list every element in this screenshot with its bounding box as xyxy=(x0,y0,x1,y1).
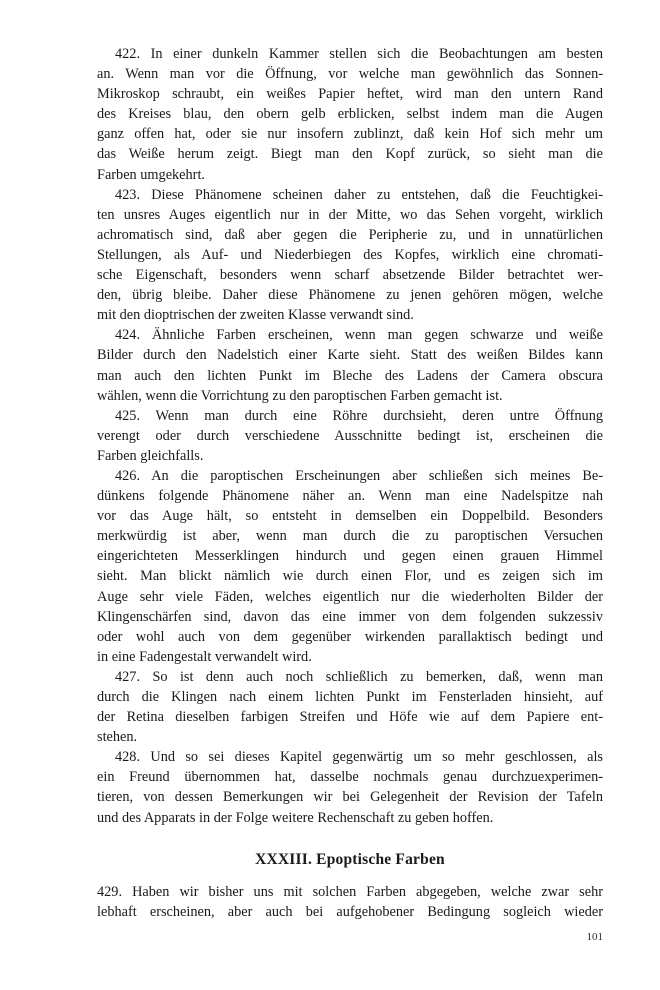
text-line: Bilder durch den Nadelstich einer Karte sieht. Statt des weißen Bildes kann xyxy=(97,347,603,364)
text-line: sieht. Man blickt nämlich wie durch einen Flor, und es zeigen sich im xyxy=(97,568,603,585)
text-line: eingerichteten Messerklingen hindurch und gegen einen grauen Himmel xyxy=(97,548,603,565)
text-line: achromatisch sind, daß aber gegen die Peripherie zu, und in unnatürlichen xyxy=(97,226,603,243)
text-line: ganz offen hat, oder sie nur insofern zublinzt, daß kein Hof sich mehr um xyxy=(97,126,603,143)
text-line: 424. Ähnliche Farben erscheinen, wenn man gegen schwarze und weiße xyxy=(115,327,603,344)
text-line: tieren, von dessen Bemerkungen wir bei Gelegenheit der Revision der Tafeln xyxy=(97,789,603,806)
text-line: des Kreises blau, den obern gelb erblicken, selbst indem man die Augen xyxy=(97,106,603,123)
section-heading: XXXIII. Epoptische Farben xyxy=(255,850,445,868)
text-line: 426. An die paroptischen Erscheinungen aber schließen sich meines Be- xyxy=(115,467,603,484)
text-line: man auch den lichten Punkt im Bleche des Ladens der Camera obscura xyxy=(97,367,603,384)
text-line: oder wohl auch von dem gegenüber wirkenden parallaktisch bedingt und xyxy=(97,628,603,645)
text-line: durch die Klingen nach einem lichten Punkt im Fensterladen hinsieht, auf xyxy=(97,689,603,705)
text-line: lebhaft erscheinen, aber auch bei aufgehobener Bedingung sogleich wieder xyxy=(97,903,603,920)
text-line: Farben umgekehrt. xyxy=(97,166,205,183)
text-line: Farben gleichfalls. xyxy=(97,447,204,464)
text-line: 425. Wenn man durch eine Röhre durchsieht, deren untre Öffnung xyxy=(115,407,603,424)
paragraph-428 xyxy=(97,747,603,827)
text-line: 422. In einer dunkeln Kammer stellen sich die Beobachtungen am besten xyxy=(115,46,603,62)
text-line: das Weiße herum zeigt. Biegt man den Kopf zurück, so sieht man die xyxy=(97,146,603,163)
text-line: dünkens folgende Phänomene näher an. Wenn man eine Nadelspitze nah xyxy=(97,488,603,505)
text-line: 428. Und so sei dieses Kapitel gegenwärtig um so mehr geschlossen, als xyxy=(115,749,603,766)
text-line: Klingenschärfen sind, davon das eine immer von dem folgenden sukzessiv xyxy=(97,608,603,625)
text-line: wählen, wenn die Vorrichtung zu den paroptischen Farben gemacht ist. xyxy=(97,387,503,404)
paragraph-426 xyxy=(97,466,603,667)
text-line: Auge sehr viele Fäden, welches eigentlich nur die wiederholten Bilder der xyxy=(97,588,603,605)
text-line: vor das Auge hält, so entsteht in demselben ein Doppelbild. Besonders xyxy=(97,508,603,525)
text-line: ein Freund übernommen hat, dasselbe nochmals genau durchzuexperimen- xyxy=(97,769,603,786)
paroptical-colors-paragraphs xyxy=(97,44,603,828)
text-line: sche Eigenschaft, besonders wenn scharf absetzende Bilder betrachtet wer- xyxy=(97,267,603,284)
text-line: merkwürdig ist aber, wenn man durch die zu paroptischen Versuchen xyxy=(97,528,603,545)
epoptical-colors-paragraphs xyxy=(97,882,603,922)
text-line: den, übrig bleibe. Daher diese Phänomene zu jenen gehören mögen, welche xyxy=(97,287,603,304)
text-line: verengt oder durch verschiedene Ausschnitte bedingt ist, erscheinen die xyxy=(97,427,603,444)
text-line: in eine Fadengestalt verwandelt wird. xyxy=(97,648,312,665)
paragraph-429 xyxy=(97,882,603,922)
paragraph-422 xyxy=(97,44,603,185)
text-line: stehen. xyxy=(97,729,138,746)
text-line: Mikroskop schraubt, ein weißes Papier heftet, wird man den untern Rand xyxy=(97,86,603,103)
text-line: an. Wenn man vor die Öffnung, vor welche man gewöhnlich das Sonnen- xyxy=(97,66,603,83)
text-line: der Retina dieselben farbigen Streifen und Höfe wie auf dem Papiere ent- xyxy=(97,709,603,726)
paragraph-427 xyxy=(97,667,603,747)
text-line: und des Apparats in der Folge weitere Rechenschaft zu geben hoffen. xyxy=(97,809,494,826)
text-line: 427. So ist denn auch noch schließlich zu bemerken, daß, wenn man xyxy=(115,668,603,685)
paragraph-423 xyxy=(97,185,603,326)
text-line: 423. Diese Phänomene scheinen daher zu entstehen, daß die Feuchtigkei- xyxy=(115,186,603,203)
text-line: ten unsres Auges eigentlich nur in der Mitte, wo das Sehen vorgeht, wirklich xyxy=(97,206,603,223)
text-line: 429. Haben wir bisher uns mit solchen Farben abgegeben, welche zwar sehr xyxy=(97,883,603,900)
text-line: Stellungen, als Auf- und Niederbiegen des Kopfes, wirklich eine chromati- xyxy=(97,246,603,263)
paragraph-425 xyxy=(97,406,603,466)
text-line: mit den dioptrischen der zweiten Klasse verwandt sind. xyxy=(97,307,414,324)
page-number: 101 xyxy=(586,930,603,943)
paragraph-424 xyxy=(97,325,603,405)
text-block xyxy=(97,44,603,944)
